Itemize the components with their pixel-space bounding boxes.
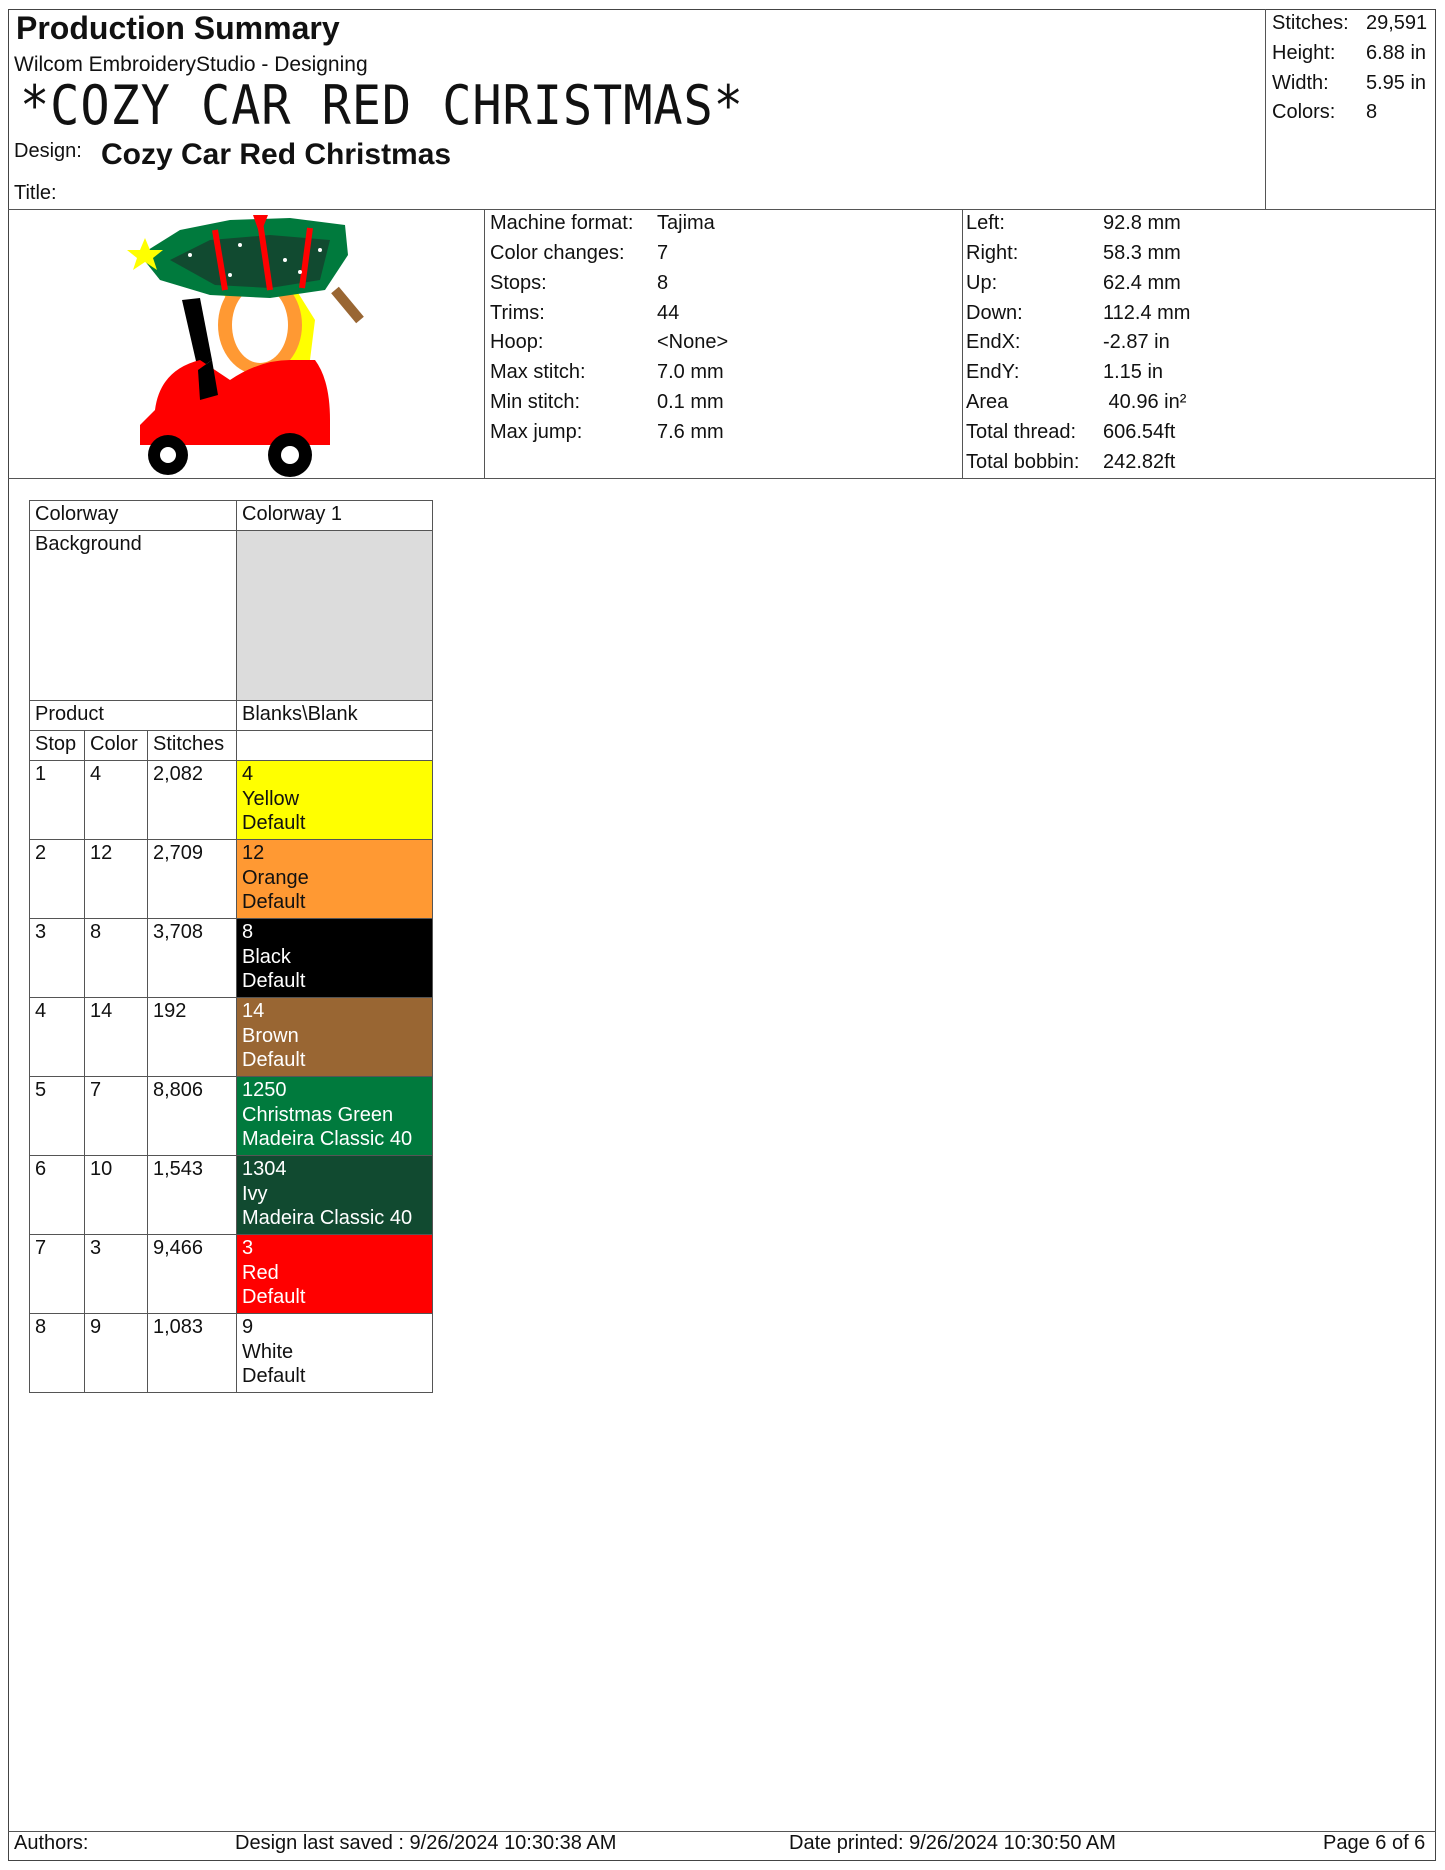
stop-cell: 1	[30, 761, 85, 840]
col-color-header: Color	[85, 731, 148, 761]
title-label: Title:	[14, 182, 57, 204]
design-name: Cozy Car Red Christmas	[101, 138, 452, 171]
up-value: 62.4 mm	[1103, 272, 1181, 294]
thread-code: 1250	[242, 1079, 287, 1101]
thread-swatch	[237, 1156, 433, 1235]
left-value: 92.8 mm	[1103, 212, 1181, 234]
thread-code: 14	[242, 1000, 265, 1022]
stop-cell: 8	[30, 1314, 85, 1393]
product-label: Product	[30, 701, 237, 731]
area-value: 40.96 in²	[1103, 391, 1187, 413]
hoop-value: <None>	[657, 331, 729, 353]
max-stitch-value: 7.0 mm	[657, 361, 724, 383]
colorway-table	[29, 500, 433, 1393]
down-value: 112.4 mm	[1103, 302, 1191, 324]
tree-trunk	[335, 290, 360, 320]
stitches-cell: 8,806	[148, 1077, 237, 1156]
color-changes-value: 7	[657, 242, 669, 264]
stitches-cell: 1,083	[148, 1314, 237, 1393]
thread-swatch	[237, 1235, 433, 1314]
endx-value: -2.87 in	[1103, 331, 1170, 353]
thread-code: 3	[242, 1237, 254, 1259]
report-title: Production Summary	[16, 10, 340, 46]
thread-row	[30, 1314, 433, 1393]
thread-code: 8	[242, 921, 254, 943]
total-bobbin-value: 242.82ft	[1103, 451, 1176, 473]
thread-code: 4	[242, 763, 254, 785]
width-label: Width:	[1272, 72, 1329, 94]
stop-cell: 5	[30, 1077, 85, 1156]
color-cell: 8	[85, 919, 148, 998]
thread-code: 1304	[242, 1158, 287, 1180]
thread-code: 12	[242, 842, 265, 864]
max-jump-value: 7.6 mm	[657, 421, 724, 443]
stitches-cell: 2,082	[148, 761, 237, 840]
colors-label: Colors:	[1272, 101, 1336, 123]
thread-chart: Default	[242, 812, 306, 834]
footer-page: Page 6 of 6	[1323, 1832, 1426, 1854]
design-banner: *COZY CAR RED CHRISTMAS*	[20, 74, 744, 137]
thread-row	[30, 1077, 433, 1156]
thread-name: Black	[242, 945, 291, 968]
design-preview-image	[120, 210, 380, 480]
footer-printed: Date printed: 9/26/2024 10:30:50 AM	[789, 1832, 1116, 1854]
stops-value: 8	[657, 272, 669, 294]
stop-cell: 6	[30, 1156, 85, 1235]
stitches-cell: 1,543	[148, 1156, 237, 1235]
product-value: Blanks\Blank	[237, 701, 433, 731]
min-stitch-label: Min stitch:	[490, 391, 581, 413]
thread-chart: Madeira Classic 40	[242, 1207, 413, 1229]
thread-row	[30, 1235, 433, 1314]
color-cell: 10	[85, 1156, 148, 1235]
thread-name: Ivy	[242, 1182, 268, 1205]
color-cell: 3	[85, 1235, 148, 1314]
trims-value: 44	[657, 302, 680, 324]
thread-swatch	[237, 1314, 433, 1393]
stitches-value: 29,591	[1366, 12, 1428, 34]
color-cell: 9	[85, 1314, 148, 1393]
endy-label: EndY:	[966, 361, 1020, 383]
thread-chart: Default	[242, 1049, 306, 1071]
min-stitch-value: 0.1 mm	[657, 391, 724, 413]
thread-swatch	[237, 1077, 433, 1156]
color-cell: 4	[85, 761, 148, 840]
thread-row	[30, 919, 433, 998]
thread-swatch	[237, 919, 433, 998]
height-value: 6.88 in	[1366, 42, 1427, 64]
up-label: Up:	[966, 272, 998, 294]
hoop-label: Hoop:	[490, 331, 544, 353]
thread-name: Red	[242, 1261, 279, 1284]
thread-chart: Madeira Classic 40	[242, 1128, 413, 1150]
colorway-label: Colorway	[30, 501, 237, 531]
total-thread-value: 606.54ft	[1103, 421, 1176, 443]
color-cell: 14	[85, 998, 148, 1077]
stop-cell: 4	[30, 998, 85, 1077]
footer-divider	[8, 1831, 1436, 1832]
height-label: Height:	[1272, 42, 1336, 64]
stitches-cell: 3,708	[148, 919, 237, 998]
left-label: Left:	[966, 212, 1005, 234]
color-cell: 12	[85, 840, 148, 919]
thread-swatch	[237, 840, 433, 919]
colors-value: 8	[1366, 101, 1378, 123]
total-thread-label: Total thread:	[966, 421, 1077, 443]
app-name: Wilcom EmbroideryStudio - Designing	[14, 53, 368, 76]
col-stop-header: Stop	[30, 731, 85, 761]
thread-row	[30, 1156, 433, 1235]
footer-authors: Authors:	[14, 1832, 89, 1854]
stop-cell: 3	[30, 919, 85, 998]
machine-format-label: Machine format:	[490, 212, 634, 234]
stitches-cell: 9,466	[148, 1235, 237, 1314]
endx-label: EndX:	[966, 331, 1021, 353]
thread-name: Christmas Green	[242, 1103, 394, 1126]
thread-row	[30, 998, 433, 1077]
stop-cell: 7	[30, 1235, 85, 1314]
stitches-label: Stitches:	[1272, 12, 1349, 34]
color-changes-label: Color changes:	[490, 242, 625, 264]
background-label: Background	[30, 531, 237, 701]
stitches-cell: 192	[148, 998, 237, 1077]
preview-divider	[484, 209, 485, 478]
thread-swatch	[237, 761, 433, 840]
thread-row	[30, 840, 433, 919]
col-stitches-header: Stitches	[148, 731, 237, 761]
endy-value: 1.15 in	[1103, 361, 1164, 383]
area-label: Area	[966, 391, 1009, 413]
thread-chart: Default	[242, 970, 306, 992]
down-label: Down:	[966, 302, 1023, 324]
trims-label: Trims:	[490, 302, 545, 324]
thread-chart: Default	[242, 1365, 306, 1387]
col-thread-header	[237, 731, 433, 761]
right-value: 58.3 mm	[1103, 242, 1181, 264]
width-value: 5.95 in	[1366, 72, 1427, 94]
colorway-value: Colorway 1	[237, 501, 433, 531]
max-jump-label: Max jump:	[490, 421, 583, 443]
background-swatch	[237, 531, 433, 701]
summary-divider	[1265, 9, 1266, 209]
total-bobbin-label: Total bobbin:	[966, 451, 1080, 473]
thread-name: Yellow	[242, 787, 300, 810]
extents-divider	[962, 209, 963, 478]
thread-row	[30, 761, 433, 840]
stop-cell: 2	[30, 840, 85, 919]
design-label: Design:	[14, 140, 82, 162]
stops-label: Stops:	[490, 272, 547, 294]
right-label: Right:	[966, 242, 1019, 264]
thread-name: Orange	[242, 866, 309, 889]
stitches-cell: 2,709	[148, 840, 237, 919]
footer-saved: Design last saved : 9/26/2024 10:30:38 AM	[235, 1832, 617, 1854]
thread-chart: Default	[242, 1286, 306, 1308]
thread-chart: Default	[242, 891, 306, 913]
machine-format-value: Tajima	[657, 212, 715, 234]
thread-name: Brown	[242, 1024, 299, 1047]
max-stitch-label: Max stitch:	[490, 361, 586, 383]
thread-swatch	[237, 998, 433, 1077]
thread-name: White	[242, 1340, 294, 1363]
thread-code: 9	[242, 1316, 254, 1338]
color-cell: 7	[85, 1077, 148, 1156]
